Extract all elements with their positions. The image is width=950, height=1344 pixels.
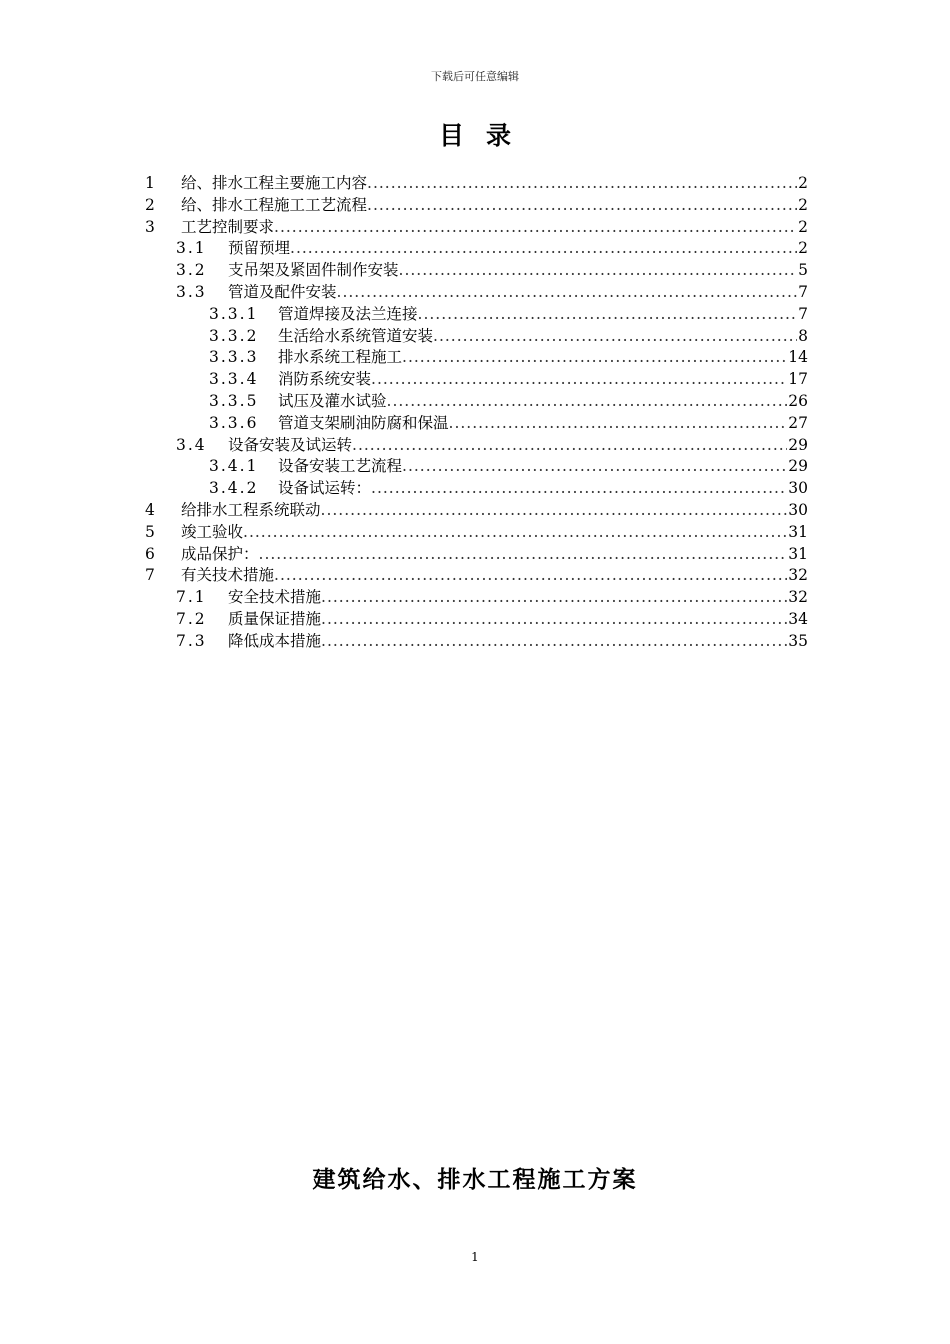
toc-entry-number: 7 bbox=[145, 566, 155, 585]
toc-entry-number: 3.3.4 bbox=[209, 370, 259, 389]
toc-entry[interactable] bbox=[140, 520, 808, 542]
toc-entry-page: 31 bbox=[788, 522, 808, 541]
toc-entry-number: 7.3 bbox=[176, 631, 207, 650]
toc-leader-dots bbox=[321, 588, 787, 606]
toc-entry-page: 7 bbox=[798, 304, 808, 323]
toc-leader-dots bbox=[399, 261, 798, 279]
toc-leader-dots bbox=[402, 457, 787, 475]
toc-leader-dots bbox=[367, 174, 797, 192]
toc-leader-dots bbox=[371, 479, 787, 497]
toc-entry-number: 7.2 bbox=[176, 609, 207, 628]
toc-entry[interactable] bbox=[140, 367, 808, 389]
toc-entry-label: 工艺控制要求 bbox=[181, 217, 275, 236]
toc-entry-label: 管道焊接及法兰连接 bbox=[278, 304, 418, 323]
toc-entry-page: 29 bbox=[788, 435, 808, 454]
toc-entry[interactable] bbox=[140, 411, 808, 433]
toc-entry-label: 竣工验收 bbox=[181, 522, 244, 541]
toc-entry-label: 管道支架刷油防腐和保温 bbox=[278, 413, 449, 432]
toc-entry-page: 7 bbox=[798, 282, 808, 301]
toc-leader-dots bbox=[402, 348, 787, 366]
toc-entry[interactable] bbox=[140, 389, 808, 411]
toc-leader-dots bbox=[367, 196, 797, 214]
toc-entry-number: 3.1 bbox=[176, 239, 207, 258]
toc-entry-number: 3.3.2 bbox=[209, 326, 259, 345]
toc-leader-dots bbox=[290, 239, 797, 257]
toc-entry-number: 3.3.6 bbox=[209, 413, 259, 432]
toc-entry[interactable] bbox=[140, 324, 808, 346]
toc-entry-label: 成品保护： bbox=[181, 544, 259, 563]
toc-leader-dots bbox=[352, 436, 787, 454]
toc-leader-dots bbox=[337, 283, 798, 301]
toc-entry[interactable] bbox=[140, 563, 808, 585]
toc-entry[interactable] bbox=[140, 302, 808, 324]
toc-entry-page: 34 bbox=[788, 609, 808, 628]
toc-entry-number: 3.4.2 bbox=[209, 479, 259, 498]
toc-entry-number: 3.3 bbox=[176, 282, 207, 301]
page-header: 下载后可任意编辑 bbox=[431, 70, 519, 83]
toc-entry-label: 设备安装及试运转 bbox=[228, 435, 353, 454]
toc-entry-page: 30 bbox=[788, 479, 808, 498]
toc-leader-dots bbox=[371, 370, 787, 388]
page-number: 1 bbox=[471, 1250, 479, 1264]
toc-leader-dots bbox=[321, 610, 787, 628]
document-title: 建筑给水、排水工程施工方案 bbox=[312, 1166, 638, 1193]
toc-leader-dots bbox=[274, 566, 787, 584]
toc-entry-page: 27 bbox=[788, 413, 808, 432]
toc-entry-label: 给、排水工程施工工艺流程 bbox=[181, 195, 368, 214]
toc-entry-number: 3 bbox=[145, 217, 155, 236]
toc-entry[interactable] bbox=[140, 498, 808, 520]
toc-entry-page: 35 bbox=[788, 631, 808, 650]
toc-entry-label: 安全技术措施 bbox=[228, 588, 322, 607]
toc-entry[interactable] bbox=[140, 236, 808, 258]
toc-entry-label: 给排水工程系统联动 bbox=[181, 500, 321, 519]
toc-entry[interactable] bbox=[140, 193, 808, 215]
toc-entry-number: 6 bbox=[145, 544, 155, 563]
toc-entry-number: 2 bbox=[145, 195, 155, 214]
toc-entry[interactable] bbox=[140, 476, 808, 498]
toc-entry-label: 设备试运转： bbox=[278, 479, 372, 498]
toc-entry-label: 生活给水系统管道安装 bbox=[278, 326, 434, 345]
toc-entry[interactable] bbox=[140, 215, 808, 237]
toc-leader-dots bbox=[418, 305, 798, 323]
toc-leader-dots bbox=[433, 327, 797, 345]
toc-entry-label: 有关技术措施 bbox=[181, 566, 275, 585]
toc-leader-dots bbox=[387, 392, 788, 410]
toc-entry[interactable] bbox=[140, 258, 808, 280]
toc-entry-page: 26 bbox=[788, 391, 808, 410]
toc-leader-dots bbox=[321, 501, 788, 519]
toc-entry-number: 3.2 bbox=[176, 261, 207, 280]
toc-leader-dots bbox=[259, 545, 788, 563]
toc-entry-number: 3.4.1 bbox=[209, 457, 259, 476]
toc-entry[interactable] bbox=[140, 629, 808, 651]
toc-entry-label: 支吊架及紧固件制作安装 bbox=[228, 261, 399, 280]
toc-title: 目录 bbox=[438, 121, 533, 150]
toc-leader-dots bbox=[449, 414, 788, 432]
toc-entry-label: 质量保证措施 bbox=[228, 609, 322, 628]
toc-entry-number: 3.3.1 bbox=[209, 304, 259, 323]
toc-entry[interactable] bbox=[140, 585, 808, 607]
toc-entry[interactable] bbox=[140, 607, 808, 629]
toc-entry[interactable] bbox=[140, 454, 808, 476]
toc-entry-page: 31 bbox=[788, 544, 808, 563]
toc-entry-number: 5 bbox=[145, 522, 155, 541]
toc-entry[interactable] bbox=[140, 171, 808, 193]
toc-entry-page: 32 bbox=[788, 588, 808, 607]
toc-entry[interactable] bbox=[140, 433, 808, 455]
toc-entry-label: 管道及配件安装 bbox=[228, 282, 337, 301]
toc-entry-page: 29 bbox=[788, 457, 808, 476]
toc-entry-label: 降低成本措施 bbox=[228, 631, 322, 650]
toc-entry-page: 30 bbox=[788, 500, 808, 519]
toc-entry-page: 5 bbox=[798, 261, 808, 280]
table-of-contents bbox=[140, 171, 808, 651]
toc-entry-page: 17 bbox=[788, 370, 808, 389]
toc-entry-number: 4 bbox=[145, 500, 155, 519]
toc-entry-number: 1 bbox=[145, 174, 155, 192]
toc-entry-label: 设备安装工艺流程 bbox=[278, 457, 403, 476]
toc-entry-label: 排水系统工程施工 bbox=[278, 348, 403, 367]
toc-entry-page: 2 bbox=[798, 217, 808, 236]
toc-entry-number: 3.4 bbox=[176, 435, 207, 454]
toc-entry-number: 3.3.5 bbox=[209, 391, 259, 410]
toc-entry-number: 7.1 bbox=[176, 588, 207, 607]
toc-entry-label: 消防系统安装 bbox=[278, 370, 372, 389]
toc-leader-dots bbox=[243, 523, 787, 541]
toc-entry[interactable] bbox=[140, 345, 808, 367]
toc-entry[interactable] bbox=[140, 280, 808, 302]
toc-entry-page: 8 bbox=[798, 326, 808, 345]
toc-leader-dots bbox=[321, 632, 787, 650]
toc-entry-label: 预留预埋 bbox=[228, 239, 291, 258]
toc-leader-dots bbox=[274, 218, 797, 236]
toc-entry-page: 14 bbox=[788, 348, 808, 367]
toc-entry-page: 2 bbox=[798, 174, 808, 192]
toc-entry[interactable] bbox=[140, 542, 808, 564]
toc-entry-page: 2 bbox=[798, 239, 808, 258]
toc-entry-label: 试压及灌水试验 bbox=[278, 391, 387, 410]
toc-entry-page: 2 bbox=[798, 195, 808, 214]
toc-entry-number: 3.3.3 bbox=[209, 348, 259, 367]
toc-entry-label: 给、排水工程主要施工内容 bbox=[181, 174, 368, 192]
toc-entry-page: 32 bbox=[788, 566, 808, 585]
